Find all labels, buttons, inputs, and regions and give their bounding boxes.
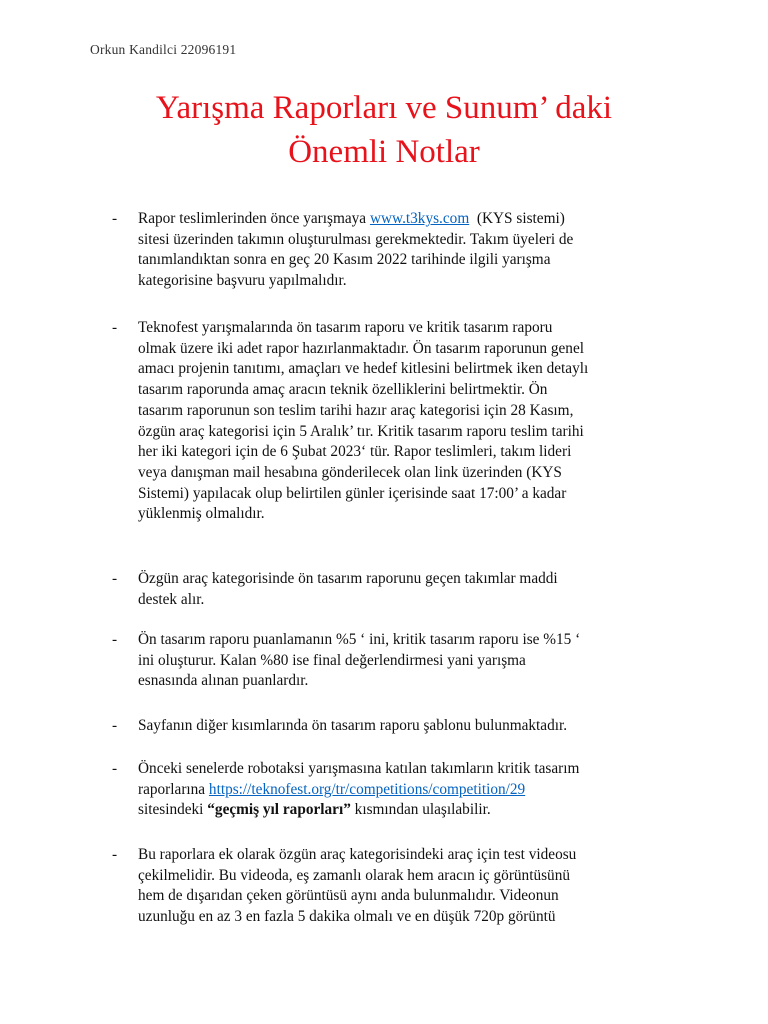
bullet-item — [112, 716, 672, 737]
bullet-text: Sayfanın diğer kısımlarında ön tasarım raporu şablonu bulunmaktadır. — [138, 717, 568, 734]
past-reports-phrase: “geçmiş yıl raporları” — [207, 801, 351, 819]
bullet-item — [112, 630, 672, 692]
page-title — [0, 86, 768, 174]
t3kys-link[interactable]: www.t3kys.com — [369, 210, 470, 227]
bullet-text: Özgün araç kategorisinde ön tasarım raporunu geçen takımlar maddi destek alır. — [138, 570, 558, 608]
bullet-dash: - — [112, 319, 118, 336]
bullet-dash: - — [112, 846, 118, 863]
bullet-dash: - — [112, 570, 118, 587]
bullet-item — [112, 845, 672, 928]
author-name: Orkun Kandilci 22096191 — [90, 42, 237, 57]
bullet-text: Ön tasarım raporu puanlamanın %5 ‘ ini, kritik tasarım raporu ise %15 ‘ ini oluşturur. Kalan %80 ise final değerlendirmesi yani yarışma esnasında alınan puanlardır. — [138, 631, 581, 690]
title-line-2: Önemli Notlar — [288, 134, 480, 170]
bullet-item — [112, 759, 672, 821]
bullet-text: Rapor teslimlerinden önce yarışmaya www.t3kys.com (KYS sistemi) sitesi üzerinden takımın oluşturulması gerekmektedir. Takım üyeleri de tanımlandıktan sonra en geç 20 Kasım 2022 tarihinde ilgili yarışma kategorisine başvuru yapılmalıdır. — [138, 210, 574, 290]
bullet-dash: - — [112, 631, 118, 648]
bullet-item — [112, 209, 672, 292]
bullet-text: Teknofest yarışmalarında ön tasarım raporu ve kritik tasarım raporu olmak üzere iki adet rapor hazırlanmaktadır. Ön tasarım raporunun genel amacı projenin tanıtımı, amaçları ve hedef kitlesini belirtmek iken detaylı tasarım raporunda amaç aracın teknik özelliklerini belirtmektir. Ön tasarım raporunun son teslim tarihi hazır araç kategorisi için 28 Kasım, özgün araç kategorisi için 5 Aralık’ tır. Kritik tasarım raporu teslim tarihi her iki kategori için de 6 Şubat 2023‘ tür. Rapor teslimleri, takım lideri veya danışman mail hesabına gönderilecek olan link üzerinden (KYS Sistemi) yapılacak olup belirtilen günler içerisinde saat 17:00’ a kadar yüklenmiş olmalıdır. — [138, 319, 589, 523]
bullet-dash: - — [112, 717, 118, 734]
title-line-1: Yarışma Raporları ve Sunum’ daki — [155, 90, 613, 126]
bullet-item — [112, 318, 672, 525]
teknofest-competition-link[interactable]: https://teknofest.org/tr/competitions/competition/29 — [208, 780, 526, 798]
bullet-text: Önceki senelerde robotaksi yarışmasına katılan takımların kritik tasarım raporlarına https://teknofest.org/tr/competitions/competition/29 sitesindeki “geçmiş yıl raporları” kısmından ulaşılabilir. — [138, 760, 580, 819]
bullet-item — [112, 569, 672, 610]
bullet-dash: - — [112, 210, 118, 227]
bullet-text: Bu raporlara ek olarak özgün araç kategorisindeki araç için test videosu çekilmelidir. Bu videoda, eş zamanlı olarak hem aracın iç görüntüsünü hem de dışarıdan çeken görüntüsü aynı anda bulunmalıdır. Videonun uzunluğu en az 3 en fazla 5 dakika olmalı ve en düşük 720p görüntü — [138, 846, 577, 926]
bullet-dash: - — [112, 760, 118, 777]
